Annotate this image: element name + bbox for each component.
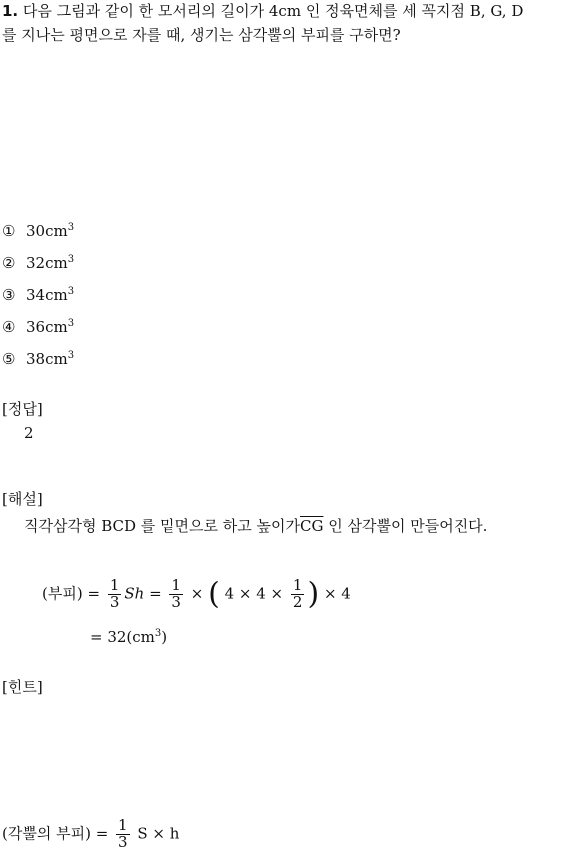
explanation-text: 직각삼각형 BCD 를 밑면으로 하고 높이가$\overline{CG}$ 인 삼각뿔이 만들어진다.: [24, 517, 488, 535]
choice-marker: ④: [2, 318, 16, 336]
answer-value: 2: [24, 424, 34, 442]
fraction-one-third: $\frac{1}{3}$: [118, 816, 128, 851]
choice-5[interactable]: ⑤ $38cm^3$: [2, 350, 75, 368]
fraction-one-third: $\frac{1}{3}$: [171, 576, 181, 611]
choice-marker: ②: [2, 254, 16, 272]
question-line-1: [2, 0, 523, 21]
question-number: 1.: [2, 2, 19, 20]
hint-label: [힌트]: [2, 678, 43, 696]
choice-marker: ①: [2, 222, 16, 240]
choice-3[interactable]: ③ $34cm^3$: [2, 286, 75, 304]
fraction-one-third: $\frac{1}{3}$: [109, 576, 120, 611]
fraction-one-half: $\frac{1}{2}$: [292, 576, 303, 611]
choice-4[interactable]: ④ $36cm^3$: [2, 318, 75, 336]
equation-2: = $32(cm^3)$: [90, 628, 168, 646]
question-text-1: 다음 그림과 같이 한 모서리의 길이가 4cm 인 정육면체를 세 꼭지점 B, G, D: [22, 2, 524, 20]
choice-marker: ③: [2, 286, 16, 304]
equation-1: (부피) = $\frac{1}{3}$ Sh = $\frac{1}{3}$ × ( 4 × 4 × $\frac{1}{2}$ ) × 4: [42, 576, 351, 612]
choice-marker: ⑤: [2, 350, 16, 368]
choice-1[interactable]: ① $30cm^3$: [2, 222, 75, 240]
explanation-label: [해설]: [2, 490, 43, 508]
choice-2[interactable]: ② $32cm^3$: [2, 254, 75, 272]
hint-formula: (각뿔의 부피) = $\frac{1}{3}$ S × h: [2, 816, 180, 851]
answer-label: [정답]: [2, 400, 43, 418]
segment-cg: $\overline{CG}$: [300, 517, 324, 535]
question-line-2: 를 지나는 평면으로 자를 때, 생기는 삼각뿔의 부피를 구하면?: [2, 26, 401, 44]
